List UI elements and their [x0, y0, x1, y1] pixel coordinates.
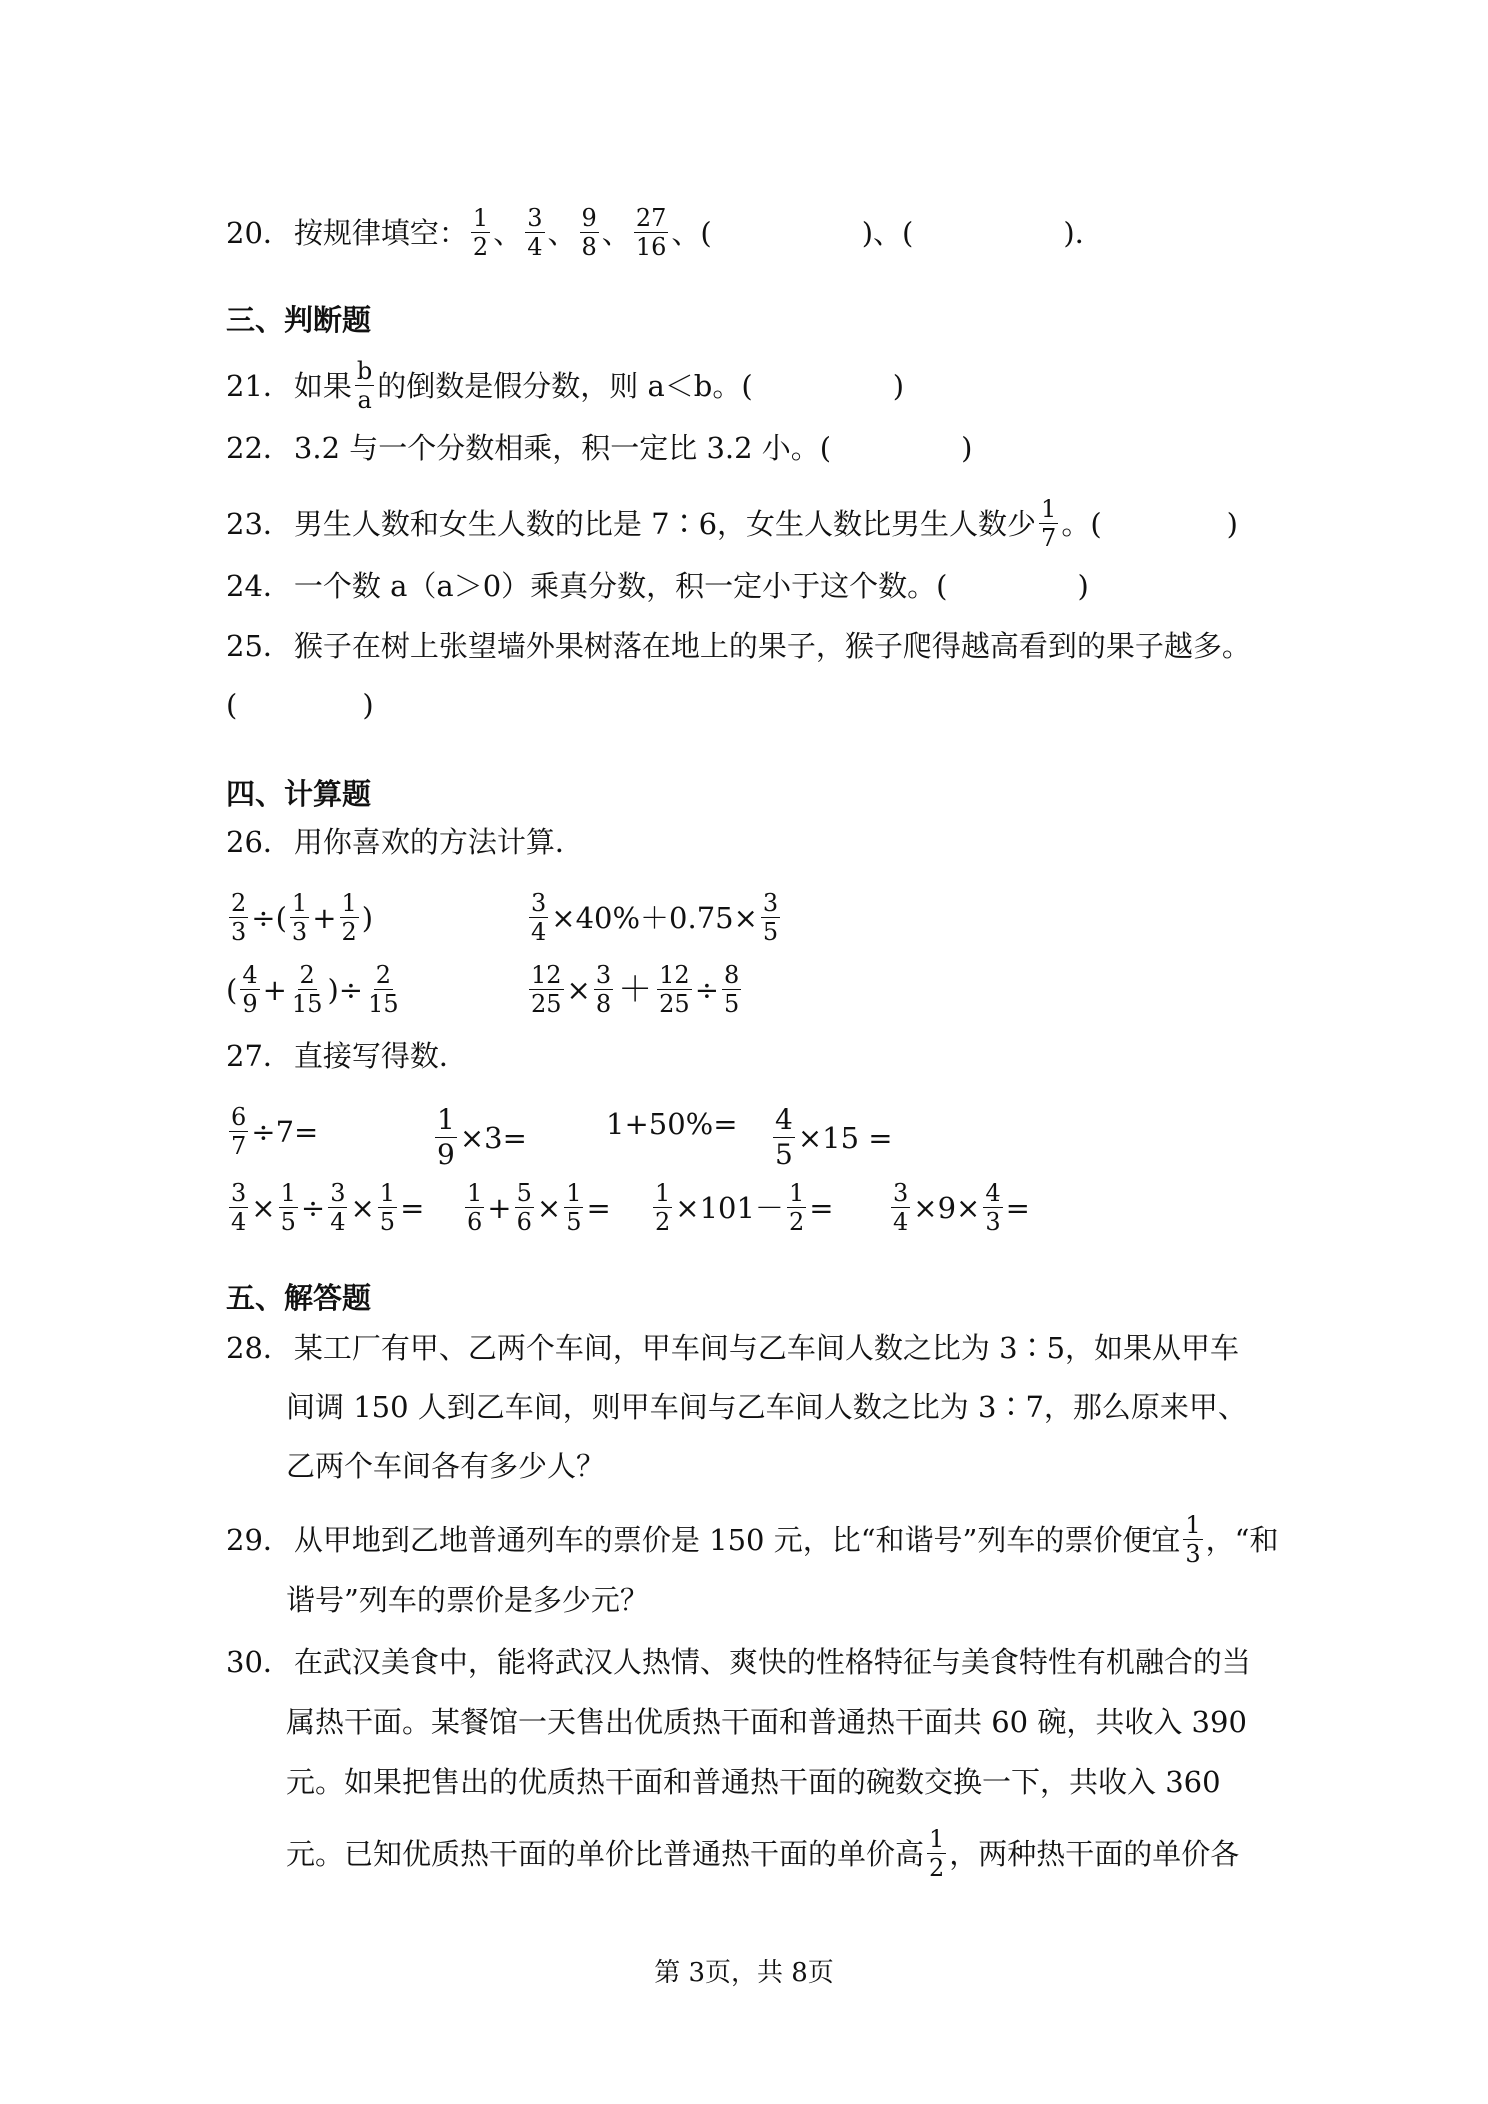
question-30 [226, 1642, 1251, 1682]
operator: ÷ [300, 1190, 326, 1225]
question-text: 猴子在树上张望墙外果树落在地上的果子，猴子爬得越高看到的果子越多。 [293, 629, 1251, 663]
question-number: 25． [226, 629, 292, 663]
operator: × [566, 972, 591, 1007]
fraction: $\frac{1}{3}$ [291, 889, 308, 946]
question-30-line [286, 1702, 1247, 1742]
operator: ÷ [694, 972, 719, 1007]
separator: 、 [671, 215, 701, 250]
fraction: $\frac{1}{5}$ [280, 1179, 296, 1236]
question-number: 24． [226, 569, 292, 603]
expression [226, 1104, 318, 1159]
question-number: 21． [226, 368, 292, 403]
operator: + [487, 1190, 512, 1225]
question-text: 属热干面。某餐馆一天售出优质热干面和普通热干面共 60 碗，共收入 390 [286, 1705, 1247, 1739]
operator: ) [361, 900, 374, 935]
fraction: $\frac{1}{9}$ [437, 1103, 455, 1171]
question-28-line [286, 1387, 1247, 1427]
question-number: 29． [226, 1522, 292, 1557]
question-number: 28． [226, 1331, 292, 1365]
fraction: $\frac{1}{3}$ [1185, 1511, 1201, 1568]
fraction: $\frac{1}{2}$ [655, 1179, 671, 1236]
expression [606, 1104, 738, 1144]
question-text: 如果 [293, 368, 352, 403]
expression [650, 1180, 834, 1235]
answer-blank-close: ) [892, 368, 905, 403]
question-text: 3.2 与一个分数相乘，积一定比 3.2 小。( [293, 431, 832, 465]
fraction: $\frac{3}{4}$ [330, 1179, 346, 1236]
question-28 [226, 1328, 1239, 1368]
question-text: 乙两个车间各有多少人？ [286, 1449, 606, 1483]
question-text: 一个数 a（a＞0）乘真分数，积一定小于这个数。( [293, 569, 948, 603]
operator: × [350, 1190, 375, 1225]
operator: )÷ [327, 972, 364, 1007]
question-30-line [286, 1826, 1239, 1881]
question-number: 27． [226, 1039, 292, 1073]
fraction: $\frac{3}{4}$ [527, 204, 543, 261]
operator: ( [226, 972, 238, 1007]
question-29 [226, 1512, 1278, 1567]
question-30-line [286, 1762, 1221, 1802]
fraction: $\frac{1}{2}$ [929, 1825, 945, 1882]
question-21 [226, 358, 904, 413]
operator: = [586, 1190, 611, 1225]
question-text: 从甲地到乙地普通列车的票价是 150 元，比“和谐号”列车的票价便宜 [293, 1522, 1181, 1557]
page-footer: 第 3页，共 8页 [654, 1958, 834, 1988]
fraction: $\frac{1}{7}$ [1041, 495, 1057, 552]
fraction: $\frac{1}{2}$ [472, 204, 489, 261]
fraction: $\frac{9}{8}$ [581, 204, 597, 261]
expression [888, 1180, 1030, 1235]
fraction: $\frac{27}{16}$ [635, 204, 667, 261]
question-text: ，“和 [1205, 1522, 1279, 1557]
section-title: 四、计算题 [226, 777, 372, 811]
fraction: $\frac{3}{4}$ [531, 889, 547, 946]
question-24 [226, 566, 1089, 606]
operator: ×40%＋0.75× [551, 900, 758, 935]
question-20 [226, 205, 1104, 260]
question-prompt: 按规律填空： [293, 215, 468, 250]
fraction: $\frac{b}{a}$ [356, 357, 373, 414]
fraction: $\frac{12}{25}$ [659, 961, 690, 1018]
section-title: 三、判断题 [226, 303, 372, 337]
fraction: $\frac{5}{6}$ [516, 1179, 532, 1236]
answer-blank-open: ( [700, 215, 712, 250]
expression-text: 1+50%= [606, 1107, 738, 1141]
question-text: 某工厂有甲、乙两个车间，甲车间与乙车间人数之比为 3∶5，如果从甲车 [293, 1331, 1240, 1365]
fraction: $\frac{4}{9}$ [242, 961, 258, 1018]
period: ． [1074, 215, 1104, 250]
question-text: 在武汉美食中，能将武汉人热情、爽快的性格特征与美食特性有机融合的当 [293, 1645, 1251, 1679]
fraction: $\frac{3}{4}$ [893, 1179, 909, 1236]
fraction: $\frac{1}{2}$ [341, 889, 357, 946]
question-number: 30． [226, 1645, 292, 1679]
fraction: $\frac{3}{8}$ [595, 961, 612, 1018]
fraction: $\frac{1}{5}$ [379, 1179, 396, 1236]
question-22 [226, 428, 972, 468]
answer-blank-close: ) [961, 431, 973, 465]
expression [226, 890, 373, 945]
operator: ÷( [251, 900, 287, 935]
separator: 、 [601, 215, 631, 250]
question-26 [226, 822, 584, 862]
question-27 [226, 1036, 468, 1076]
operator: ×9× [913, 1190, 981, 1225]
fraction: $\frac{2}{15}$ [291, 961, 323, 1018]
fraction: $\frac{12}{25}$ [531, 961, 562, 1018]
question-text: 用你喜欢的方法计算． [293, 825, 584, 859]
question-text: 间调 150 人到乙车间，则甲车间与乙车间人数之比为 3∶7，那么原来甲、 [286, 1390, 1247, 1424]
fraction: $\frac{4}{3}$ [985, 1179, 1001, 1236]
question-number: 22． [226, 431, 292, 465]
expression [226, 962, 404, 1017]
section-title: 五、解答题 [226, 1281, 372, 1315]
question-25 [226, 626, 1251, 666]
question-text: 元。如果把售出的优质热干面和普通热干面的碗数交换一下，共收入 360 [286, 1765, 1221, 1799]
fraction: $\frac{3}{5}$ [762, 889, 779, 946]
answer-blank-close: ) [861, 215, 874, 250]
fraction: $\frac{4}{5}$ [775, 1103, 793, 1171]
answer-blank-open: ( [226, 688, 238, 722]
question-text: 谐号”列车的票价是多少元？ [286, 1583, 649, 1617]
answer-blank-close: ) [1226, 506, 1238, 541]
fraction: $\frac{1}{6}$ [467, 1179, 483, 1236]
operator: ×15 = [797, 1120, 893, 1155]
question-text: 的倒数是假分数，则 a＜b。( [377, 368, 753, 403]
operator: + [262, 972, 287, 1007]
expression [526, 890, 783, 945]
answer-blank-close: ) [1063, 215, 1075, 250]
operator: ÷7= [251, 1114, 319, 1149]
fraction: $\frac{1}{2}$ [788, 1179, 805, 1236]
separator: 、 [547, 215, 577, 250]
expression [526, 962, 744, 1017]
expression [462, 1180, 611, 1235]
question-text: ，两种热干面的单价各 [949, 1836, 1240, 1871]
fraction: $\frac{8}{5}$ [724, 961, 740, 1018]
fraction: $\frac{2}{3}$ [231, 889, 247, 946]
fraction: $\frac{6}{7}$ [231, 1103, 247, 1160]
separator: 、 [873, 215, 903, 250]
operator: × [536, 1190, 562, 1225]
fraction: $\frac{1}{5}$ [566, 1179, 582, 1236]
question-text: 元。已知优质热干面的单价比普通热干面的单价高 [286, 1836, 925, 1871]
answer-blank-close: ) [1077, 569, 1089, 603]
operator: = [809, 1190, 834, 1225]
question-23 [226, 496, 1238, 551]
question-28-line [286, 1446, 605, 1486]
expression [432, 1104, 527, 1171]
separator: 、 [493, 215, 523, 250]
operator: ×3= [459, 1120, 527, 1155]
answer-blank-open: ( [902, 215, 914, 250]
expression [770, 1104, 893, 1171]
question-25-answer [226, 685, 374, 725]
answer-blank-close: ) [362, 688, 374, 722]
question-number: 20． [226, 215, 292, 250]
operator: ＋ [618, 969, 653, 1010]
operator: = [1005, 1190, 1030, 1225]
fraction: $\frac{2}{15}$ [368, 961, 399, 1018]
question-29-line [286, 1580, 649, 1620]
operator: × [251, 1190, 276, 1225]
question-text: 。( [1061, 506, 1102, 541]
fraction: $\frac{3}{4}$ [231, 1179, 247, 1236]
question-text: 男生人数和女生人数的比是 7∶6，女生人数比男生人数少 [293, 506, 1037, 541]
question-number: 26． [226, 825, 292, 859]
operator: + [312, 900, 337, 935]
question-text: 直接写得数． [293, 1039, 468, 1073]
expression [226, 1180, 424, 1235]
question-number: 23． [226, 506, 292, 541]
operator: = [400, 1190, 425, 1225]
operator: ×101－ [675, 1190, 784, 1225]
